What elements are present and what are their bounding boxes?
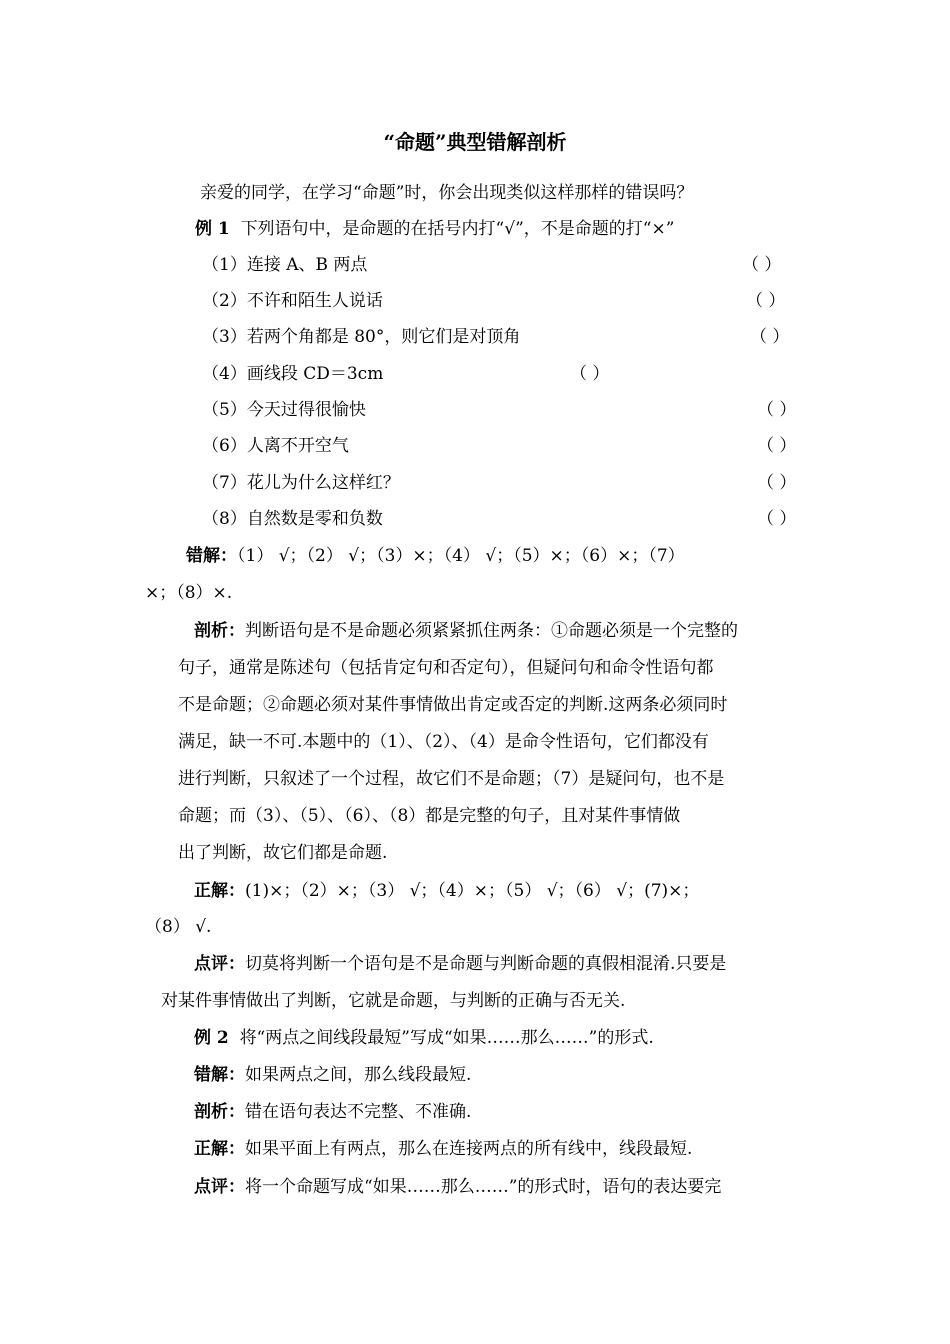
list-item: （4）画线段 CD＝3cm [202,364,384,384]
list-item: （1）连接 A、B 两点 [202,255,368,275]
example1-question [195,219,674,239]
comment-text: 切莫将判断一个语句是不是命题与判断命题的真假相混淆.只要是 [245,954,727,974]
list-item: （2）不许和陌生人说话 [202,291,383,311]
analysis-line: 满足，缺一不可.本题中的（1）、（2）、（4）是命令性语句，它们都没有 [178,732,709,752]
intro-text: 亲爱的同学，在学习“命题”时，你会出现类似这样那样的错误吗？ [200,183,694,203]
comment-label: 点评： [194,1177,245,1197]
analysis-label: 剖析： [194,1102,245,1122]
wrong-answer-line2: ×；（8）×. [145,583,233,603]
answer-blank: （ ） [570,364,610,384]
answer-blank: （ ） [742,255,782,275]
example2-wrong [194,1065,471,1085]
wrong-label: 错解： [186,546,237,566]
comment-line2: 对某件事情做出了判断，它就是命题，与判断的正确与否无关. [161,991,626,1011]
answer-blank: （ ） [757,509,797,529]
analysis-line: 不是命题；②命题必须对某件事情做出肯定或否定的判断.这两条必须同时 [178,695,728,715]
answer-blank: （ ） [757,400,797,420]
list-item: （6）人离不开空气 [202,436,349,456]
correct-text: (1)×；（2）×；（3） √；（4）×；（5） √；（6） √；(7)×； [245,881,700,901]
example1-label: 例 1 [195,219,230,239]
analysis-line: 命题；而（3）、（5）、（6）、（8）都是完整的句子，且对某件事情做 [178,806,681,826]
analysis-text: 判断语句是不是命题必须紧紧抓住两条：①命题必须是一个完整的 [245,621,738,641]
analysis-label: 剖析： [194,621,245,641]
list-item: （5）今天过得很愉快 [202,400,366,420]
analysis-text: 错在语句表达不完整、不准确. [245,1102,472,1122]
wrong-text: 如果两点之间，那么线段最短. [245,1065,472,1085]
list-item: （8）自然数是零和负数 [202,509,383,529]
correct-answer-line2: （8） √. [145,917,212,937]
analysis-line [194,621,738,641]
wrong-text: （1） √；（2） √；（3）×；（4） √；（5）×；（6）×；（7） [237,546,685,566]
correct-answer-line [194,881,699,901]
analysis-line: 进行判断，只叙述了一个过程，故它们不是命题；（7）是疑问句，也不是 [178,769,725,789]
example1-question-text: 下列语句中，是命题的在括号内打“√”，不是命题的打“×” [240,219,675,239]
answer-blank: （ ） [757,436,797,456]
correct-text: 如果平面上有两点，那么在连接两点的所有线中，线段最短. [245,1139,693,1159]
example2-comment [194,1177,721,1197]
example2-question [194,1028,654,1048]
list-item: （7）花儿为什么这样红？ [202,473,400,493]
correct-label: 正解： [194,1139,245,1159]
comment-label: 点评： [194,954,245,974]
answer-blank: （ ） [757,473,797,493]
answer-blank: （ ） [750,327,790,347]
comment-line [194,954,726,974]
comment-text: 将一个命题写成“如果……那么……”的形式时，语句的表达要完 [245,1177,722,1197]
list-item: （3）若两个角都是 80°，则它们是对顶角 [202,327,521,347]
correct-label: 正解： [194,881,245,901]
page-title: “命题”典型错解剖析 [383,130,567,154]
wrong-label: 错解： [194,1065,245,1085]
wrong-answer-line [186,546,685,566]
analysis-line: 出了判断，故它们都是命题. [178,843,388,863]
analysis-line: 句子，通常是陈述句（包括肯定句和否定句），但疑问句和命令性语句都 [178,658,714,678]
answer-blank: （ ） [746,291,786,311]
example2-correct [194,1139,692,1159]
example2-analysis [194,1102,471,1122]
example2-question-text: 将“两点之间线段最短”写成“如果……那么……”的形式. [239,1028,654,1048]
example2-label: 例 2 [194,1028,229,1048]
